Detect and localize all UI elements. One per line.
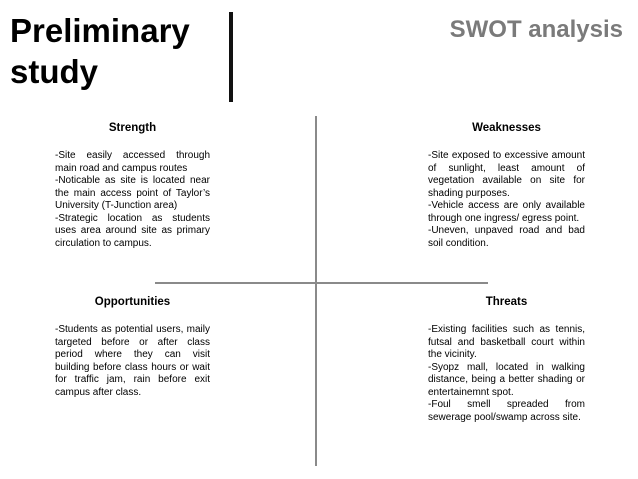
strength-point: -Strategic location as students uses area around site as primary circulation to campus. (55, 212, 210, 249)
weaknesses-heading: Weaknesses (472, 122, 541, 134)
page-title (10, 10, 190, 92)
strength-point: -Noticable as site is located near the main access point of Taylor’s University (T-Junction area) (55, 175, 210, 211)
title-line-2: study (10, 53, 99, 90)
weaknesses-point: -Vehicle access are only available through one ingress/ egress point. (428, 200, 585, 224)
threats-point: -Foul smell spreaded from sewerage pool/swamp across site. (428, 399, 585, 423)
opportunities-point: -Students as potential users, maily targeted before or after class period where they can visit building before class hours or wait for traffic jam, rain before exit campus after class. (55, 324, 210, 398)
strength-body (55, 150, 210, 250)
threats-heading: Threats (485, 296, 528, 308)
opportunities-body (55, 324, 210, 399)
strength-point: -Site easily accessed through main road and campus routes (55, 150, 210, 174)
strength-heading: Strength (108, 122, 157, 134)
title-divider (229, 12, 233, 102)
opportunities-heading: Opportunities (94, 296, 171, 308)
threats-point: -Syopz mall, located in walking distance, being a better shading or entertainemnt spot. (428, 361, 585, 398)
horizontal-axis-line (155, 282, 488, 284)
threats-point: -Existing facilities such as tennis, futsal and basketball court within the vicinity. (428, 324, 585, 360)
threats-body (428, 324, 585, 424)
weaknesses-point: -Site exposed to excessive amount of sunlight, least amount of vegetation available on site for shading purposes. (428, 150, 585, 199)
title-line-1: Preliminary (10, 12, 190, 49)
slide-subtitle: SWOT analysis (449, 16, 623, 43)
weaknesses-point: -Uneven, unpaved road and bad soil condition. (428, 225, 585, 249)
vertical-axis-line (315, 116, 317, 466)
weaknesses-body (428, 150, 585, 250)
